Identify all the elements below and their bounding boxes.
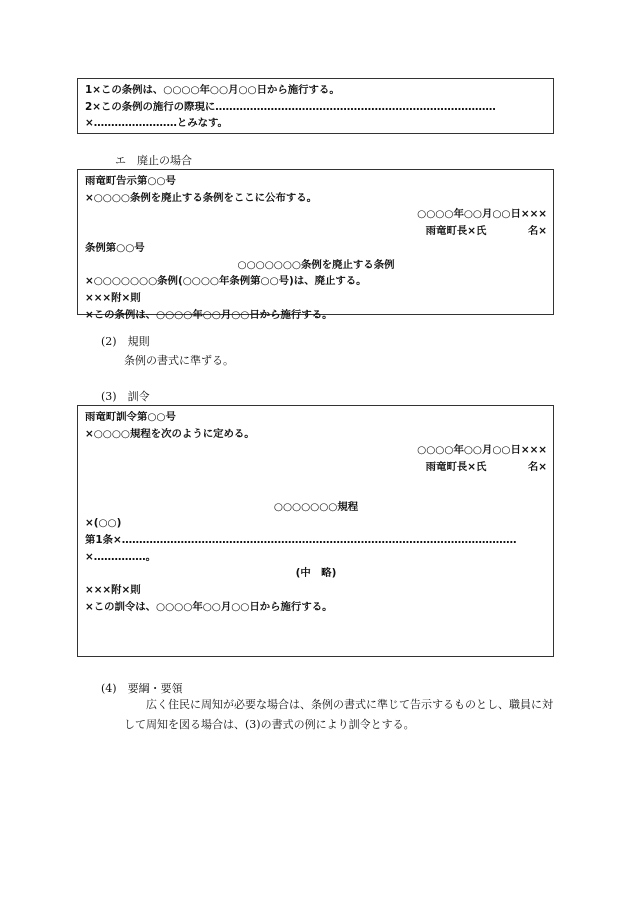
supplementary-heading: ×××附×則 <box>85 291 141 304</box>
blank-line <box>85 476 547 493</box>
section-2-body: 条例の書式に準ずる。 <box>124 354 234 367</box>
mayor-signature-line: 雨竜町長×氏 名× <box>425 461 547 474</box>
supplementary-heading: ×××附×則 <box>85 584 141 597</box>
supplementary-provisions-box <box>77 78 554 134</box>
promulgation-text: ×○○○○条例を廃止する条例をここに公布する。 <box>85 191 318 204</box>
abolition-example-box <box>77 169 554 321</box>
box-line: ×……………………とみなす。 <box>85 117 228 130</box>
instruction-example-box <box>77 405 554 657</box>
section-4-heading: (4) 要綱・要領 <box>101 682 183 695</box>
article-caption: ×(○○) <box>85 517 122 530</box>
date-line: ○○○○年○○月○○日××× <box>417 444 547 457</box>
section-3-heading: (3) 訓令 <box>101 390 150 403</box>
section-e-heading: エ 廃止の場合 <box>115 154 192 167</box>
omission-mark: (中 略) <box>295 567 337 580</box>
enforcement-text: ×この訓令は、○○○○年○○月○○日から施行する。 <box>85 600 333 613</box>
section-4-body: 広く住民に周知が必要な場合は、条例の書式に準じて告示するものとし、職員に対して周知を図る場合は、(3)の書式の例により訓令とする。 <box>124 698 553 731</box>
mayor-signature-line: 雨竜町長×氏 名× <box>425 225 547 238</box>
regulation-title: ○○○○○○○規程 <box>273 500 359 513</box>
ordinance-number: 条例第○○号 <box>85 241 145 254</box>
body-text: ×○○○○○○○条例(○○○○年条例第○○号)は、廃止する。 <box>85 275 367 288</box>
establishment-text: ×○○○○規程を次のように定める。 <box>85 427 255 440</box>
notice-number: 雨竜町告示第○○号 <box>85 175 176 187</box>
enforcement-text: ×この条例は、○○○○年○○月○○日から施行する。 <box>85 308 333 321</box>
date-line: ○○○○年○○月○○日××× <box>417 208 547 221</box>
article-1-text: 第1条×…………………………………………………………………………………………………… <box>85 533 517 546</box>
ordinance-title: ○○○○○○○条例を廃止する条例 <box>237 258 395 271</box>
section-2-heading: (2) 規則 <box>101 335 150 348</box>
box-line: 1×この条例は、○○○○年○○月○○日から施行する。 <box>85 84 340 96</box>
box-line: 2×この条例の施行の際現に……………………………………………………………………… <box>85 100 496 113</box>
instruction-number: 雨竜町訓令第○○号 <box>85 411 176 423</box>
article-1-continuation: ×……………。 <box>85 550 157 563</box>
